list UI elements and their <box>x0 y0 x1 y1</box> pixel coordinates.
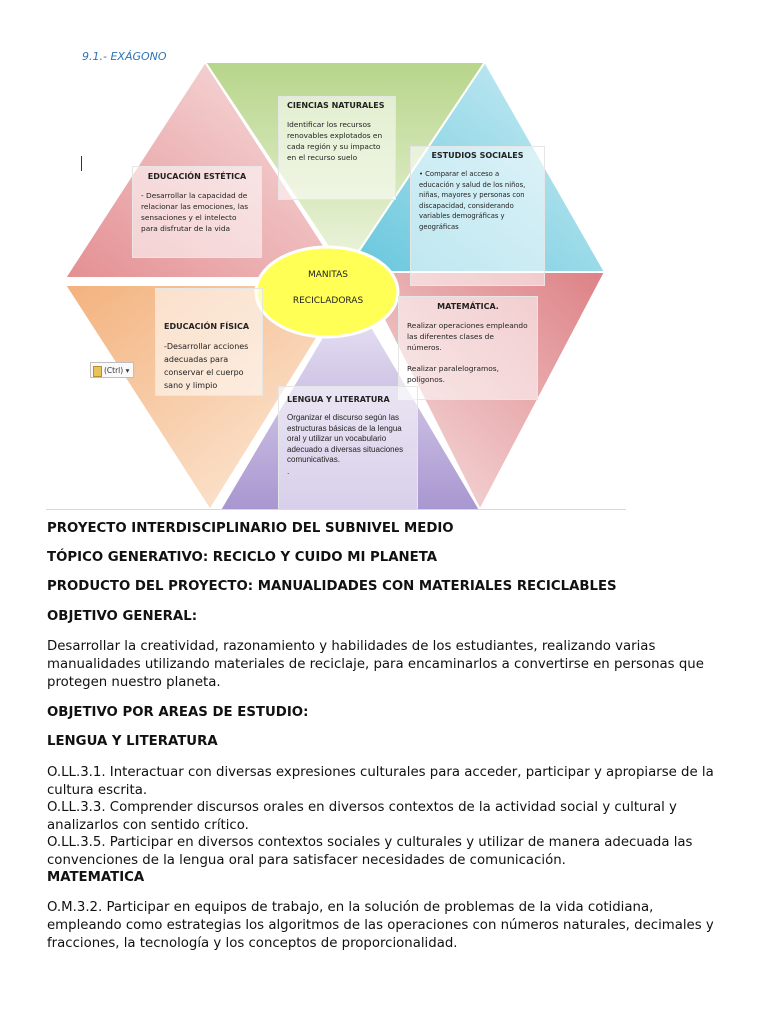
ctrl-label: (Ctrl) ▾ <box>104 366 130 375</box>
objective-oll33: O.LL.3.3. Comprender discursos orales en diversos contextos de la actividad social y cultural y analizarlos con sentido crítico. <box>47 800 677 833</box>
box-title: EDUCACIÓN FÍSICA <box>164 322 250 331</box>
box-body: • Comparar el acceso a educación y salud de los niños, niñas, mayores y personas con discapacidad, considerando variables demográficas y geográficas <box>419 170 526 231</box>
box-title: CIENCIAS NATURALES <box>287 101 385 110</box>
box-title: ESTUDIOS SOCIALES <box>431 151 524 160</box>
box-matematica <box>398 296 538 400</box>
heading-topico: TÓPICO GENERATIVO: RECICLO Y CUIDO MI PLANETA <box>47 550 438 565</box>
box-body: -Desarrollar acciones adecuadas para conservar el cuerpo sano y limpio <box>164 342 249 390</box>
box-estudios-sociales <box>410 146 545 286</box>
heading-matematica: MATEMATICA <box>47 870 145 885</box>
box-educacion-estetica <box>132 166 262 258</box>
figure-title: 9.1.- EXÁGONO <box>82 50 167 63</box>
center-label <box>256 262 400 314</box>
box-body: - Desarrollar la capacidad de relacionar las emociones, las sensaciones y el intelecto para disfrutar de la vida <box>141 191 249 233</box>
box-title: MATEMÁTICA. <box>437 302 499 311</box>
box-title: LENGUA Y LITERATURA <box>287 395 390 404</box>
box-body: Organizar el discurso según las estructuras básicas de la lengua oral y utilizar un vocabulario adecuado a diversas situaciones comunicativas. <box>287 413 404 464</box>
heading-objetivo-general: OBJETIVO GENERAL: <box>47 609 198 624</box>
box-body: Identificar los recursos renovables explotados en cada región y su impacto en el recurso suelo <box>287 120 383 162</box>
box-body-2: Realizar paralelogramos, polígonos. <box>407 364 499 384</box>
paragraph-objetivo-general: Desarrollar la creatividad, razonamiento y habilidades de los estudiantes, realizando varias manualidades utilizando materiales de reciclaje, para encaminarlos a convertirse en personas que protegen nuestro planeta. <box>47 639 704 690</box>
center-label-line2: RECICLADORAS <box>292 296 364 306</box>
box-title: EDUCACIÓN ESTÉTICA <box>147 172 247 181</box>
box-body: Realizar operaciones empleando las diferentes clases de números. <box>407 321 528 352</box>
box-educacion-fisica <box>155 288 263 396</box>
objective-oll35: O.LL.3.5. Participar en diversos contextos sociales y culturales y utilizar de manera adecuada las convenciones de la lengua oral para satisfacer necesidades de comunicación. <box>47 835 693 868</box>
box-body-2: . <box>287 466 290 476</box>
objective-om32: O.M.3.2. Participar en equipos de trabajo, en la solución de problemas de la vida cotidiana, empleando como estrategias los algoritmos de las operaciones con números naturales, decimales y fracciones, la tecnología y los conceptos de proporcionalidad. <box>47 900 714 951</box>
paste-options-button[interactable] <box>90 362 134 378</box>
objective-oll31: O.LL.3.1. Interactuar con diversas expresiones culturales para acceder, participar y apropiarse de la cultura escrita. <box>47 765 714 798</box>
figure-divider <box>46 509 626 510</box>
box-ciencias-naturales <box>278 96 396 200</box>
center-label-line1: MANITAS <box>308 270 348 280</box>
heading-proyecto: PROYECTO INTERDISCIPLINARIO DEL SUBNIVEL MEDIO <box>47 521 454 536</box>
heading-lengua-literatura: LENGUA Y LITERATURA <box>47 734 218 749</box>
clipboard-icon <box>93 366 102 377</box>
box-lengua-literatura <box>278 386 418 510</box>
heading-objetivo-areas: OBJETIVO POR AREAS DE ESTUDIO: <box>47 705 309 720</box>
heading-producto: PRODUCTO DEL PROYECTO: MANUALIDADES CON MATERIALES RECICLABLES <box>47 579 617 594</box>
